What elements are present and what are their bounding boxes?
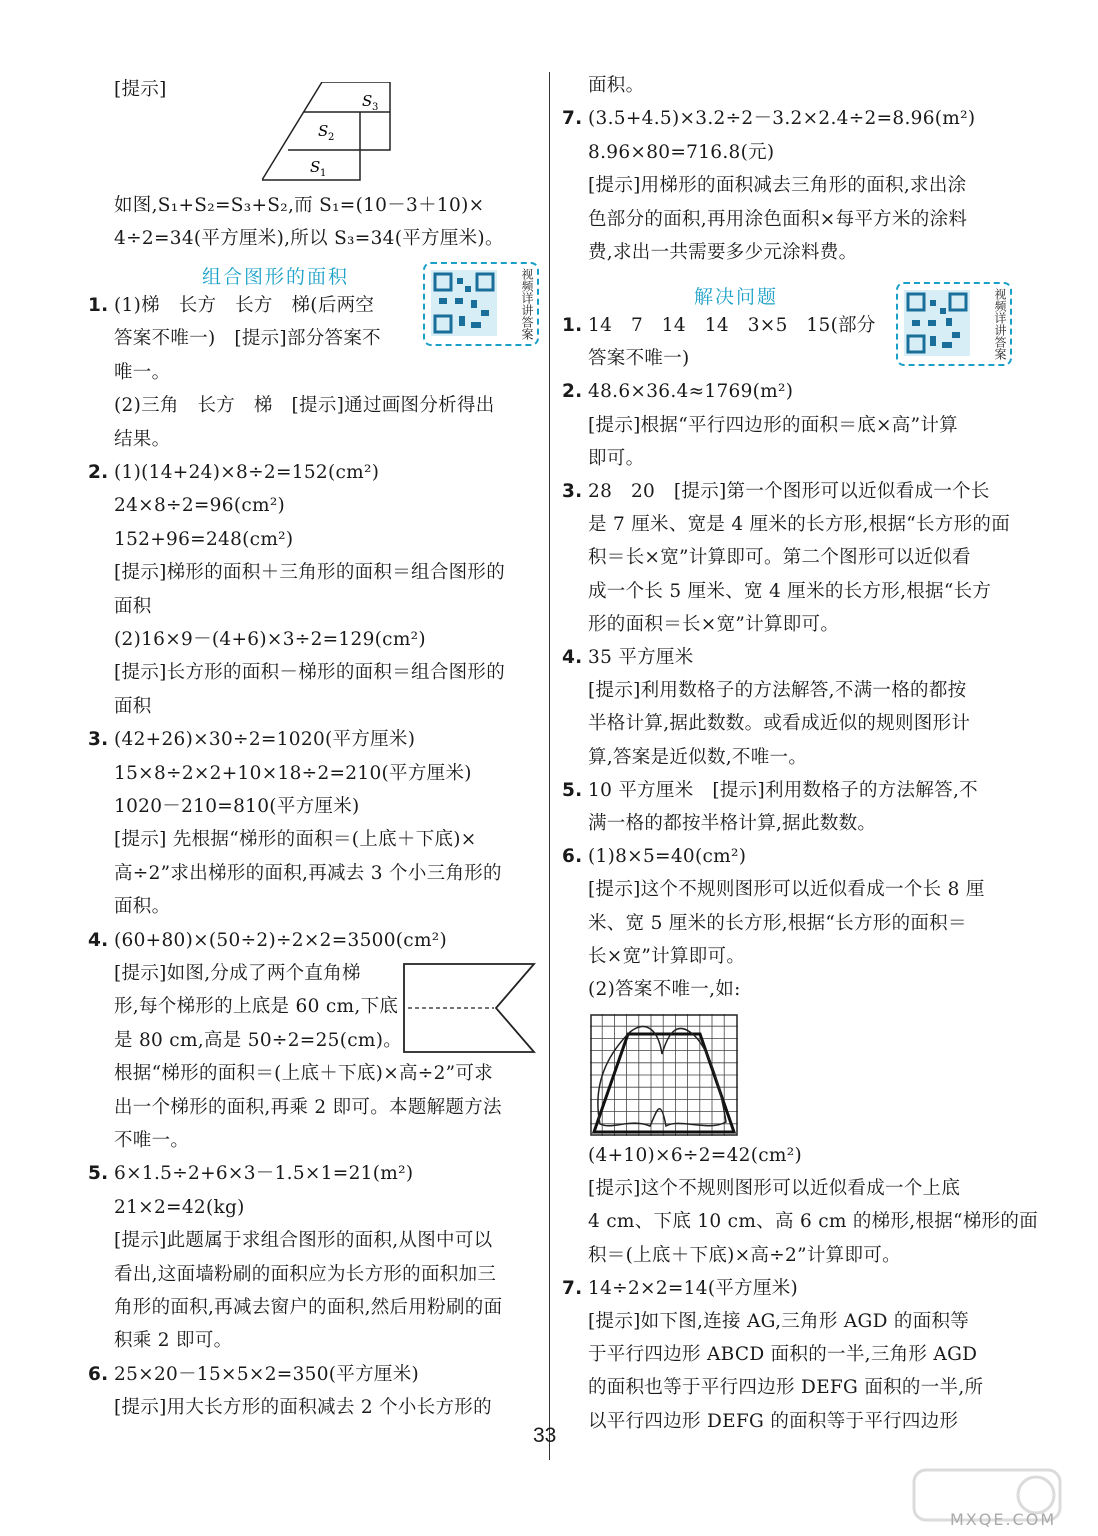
hint-label: [提示] [114, 79, 167, 100]
answer-line: 的面积也等于平行四边形 DEFG 面积的一半,所 [588, 1377, 984, 1399]
qr-code-icon [431, 270, 497, 336]
answer-line: 长×宽”计算即可。 [588, 945, 746, 967]
answer-line: (1)(14+24)×8÷2=152(cm²) [114, 462, 380, 483]
answer-line: 成一个长 5 厘米、宽 4 厘米的长方形,根据“长方 [588, 580, 992, 602]
answer-line: 面积 [114, 595, 152, 617]
answer-line: (1)梯 长方 长方 梯(后两空 [114, 295, 375, 316]
svg-text:1: 1 [320, 168, 327, 179]
answer-line: (60+80)×(50÷2)÷2×2=3500(cm²) [114, 929, 448, 951]
answer-line: 是 80 cm,高是 50÷2=25(cm)。 [114, 1029, 403, 1051]
answer-line: [提示]长方形的面积－梯形的面积＝组合图形的 [114, 662, 506, 684]
question-number: 6. [562, 846, 583, 868]
answer-line: 即可。 [588, 447, 645, 469]
answer-line: 14÷2×2=14(平方厘米) [588, 1277, 799, 1299]
answer-line: [提示]利用数格子的方法解答,不满一格的都按 [588, 680, 967, 702]
answer-line: [提示]用梯形的面积减去三角形的面积,求出涂 [588, 175, 967, 197]
svg-text:3: 3 [372, 102, 379, 113]
svg-text:2: 2 [328, 132, 335, 143]
answer-line: 角形的面积,再减去窗户的面积,然后用粉刷的面 [114, 1297, 503, 1318]
answer-line: 8.96×80=716.8(元) [588, 141, 775, 163]
answer-line: 以平行四边形 DEFG 的面积等于平行四边形 [588, 1410, 959, 1432]
video-qr-code[interactable] [896, 282, 1012, 366]
question-number: 2. [562, 381, 583, 403]
answer-line: [提示] 先根据“梯形的面积＝(上底＋下底)× [114, 829, 477, 851]
answer-line: 出一个梯形的面积,再乘 2 即可。本题解题方法 [114, 1096, 502, 1118]
answer-line: 积乘 2 即可。 [114, 1330, 233, 1352]
answer-line: (3.5+4.5)×3.2÷2－3.2×2.4÷2=8.96(m²) [588, 108, 976, 130]
question-number: 2. [88, 462, 109, 483]
question-number: 3. [562, 481, 583, 502]
trapezoid-figure [262, 82, 392, 182]
qr-label: 视频详讲答案 [993, 288, 1007, 360]
answer-line: 6×1.5÷2+6×3－1.5×1=21(m²) [114, 1163, 414, 1185]
answer-line: 不唯一。 [114, 1130, 190, 1151]
s3-label: S [362, 92, 373, 110]
answer-line: 满一格的都按半格计算,据此数数。 [588, 813, 877, 834]
answer-line: 答案不唯一) [588, 348, 690, 370]
answer-line: 14 7 14 14 3×5 15(部分 [588, 315, 876, 336]
answer-line: 高÷2”求出梯形的面积,再减去 3 个小三角形的 [114, 862, 502, 884]
question-number: 5. [88, 1163, 109, 1185]
s1-label: S [310, 158, 321, 176]
answer-line: 看出,这面墙粉刷的面积应为长方形的面积加三 [114, 1263, 497, 1285]
answer-line: 费,求出一共需要多少元涂料费。 [588, 242, 858, 263]
column-divider [549, 72, 550, 1460]
question-number: 6. [88, 1363, 109, 1385]
question-number: 7. [562, 108, 583, 130]
video-qr-code[interactable] [423, 262, 539, 346]
answer-line: [提示]这个不规则图形可以近似看成一个上底 [588, 1178, 961, 1200]
grid-figure [590, 1014, 738, 1136]
section-title: 解决问题 [694, 286, 779, 308]
question-number: 4. [562, 647, 583, 668]
answer-line: [提示]此题属于求组合图形的面积,从图中可以 [114, 1230, 493, 1252]
answer-line: [提示]这个不规则图形可以近似看成一个长 8 厘 [588, 879, 985, 901]
answer-line: 28 20 [提示]第一个图形可以近似看成一个长 [588, 481, 990, 502]
answer-line: 是 7 厘米、宽是 4 厘米的长方形,根据“长方形的面 [588, 514, 1011, 536]
answer-line: (2)16×9－(4+6)×3÷2=129(cm²) [114, 629, 426, 650]
answer-line: 色部分的面积,再用涂色面积×每平方米的涂料 [588, 208, 968, 230]
answer-line: 半格计算,据此数数。或看成近似的规则图形计 [588, 713, 971, 735]
question-number: 5. [562, 779, 583, 801]
answer-line: [提示]用大长方形的面积减去 2 个小长方形的 [114, 1397, 492, 1419]
answer-line: [提示]根据“平行四边形的面积＝底×高”计算 [588, 414, 958, 436]
question-number: 7. [562, 1277, 583, 1299]
answer-line: 48.6×36.4≈1769(m²) [588, 381, 794, 403]
answer-line: 35 平方厘米 [588, 647, 694, 668]
qr-code-icon [904, 290, 970, 356]
answer-line: 24×8÷2=96(cm²) [114, 495, 286, 517]
answer-line: 面积。 [588, 75, 645, 96]
qr-label: 视频详讲答案 [520, 268, 534, 340]
answer-line: (2)答案不唯一,如: [588, 979, 741, 1000]
question-number: 1. [88, 295, 109, 316]
answer-line: 10 平方厘米 [提示]利用数格子的方法解答,不 [588, 779, 978, 801]
flag-figure [402, 962, 538, 1056]
answer-line: 积＝(上底＋下底)×高÷2”计算即可。 [588, 1244, 901, 1266]
answer-line: 算,答案是近似数,不唯一。 [588, 746, 808, 768]
answer-line: (1)8×5=40(cm²) [588, 846, 747, 868]
answer-line: [提示]梯形的面积＋三角形的面积＝组合图形的 [114, 562, 506, 584]
answer-line: 形的面积＝长×宽”计算即可。 [588, 613, 840, 635]
answer-line: 15×8÷2×2+10×18÷2=210(平方厘米) [114, 762, 472, 784]
answer-line: 唯一。 [114, 361, 171, 383]
answer-line: 152+96=248(cm²) [114, 528, 294, 550]
section-title: 组合图形的面积 [202, 266, 350, 288]
answer-line: 面积。 [114, 896, 171, 918]
s2-label: S [318, 122, 329, 140]
answer-line: (4+10)×6÷2=42(cm²) [588, 1145, 802, 1166]
answer-line: 4 cm、下底 10 cm、高 6 cm 的梯形,根据“梯形的面 [588, 1211, 1039, 1233]
question-number: 3. [88, 729, 109, 751]
answer-line: 根据“梯形的面积＝(上底＋下底)×高÷2”可求 [114, 1063, 494, 1085]
answer-line: 积＝长×宽”计算即可。第二个图形可以近似看 [588, 547, 971, 569]
answer-line: 米、宽 5 厘米的长方形,根据“长方形的面积＝ [588, 912, 967, 934]
answer-line: 形,每个梯形的上底是 60 cm,下底 [114, 996, 399, 1018]
answer-line: (42+26)×30÷2=1020(平方厘米) [114, 729, 416, 751]
answer-line: 25×20－15×5×2=350(平方厘米) [114, 1363, 420, 1385]
page-number: 33 [533, 1424, 557, 1447]
answer-line: 结果。 [114, 428, 171, 450]
answer-line: 21×2=42(kg) [114, 1196, 245, 1218]
watermark-text: MXQE.COM [950, 1510, 1057, 1529]
area-note-line: 如图,S₁+S₂=S₃+S₂,而 S₁=(10－3＋10)× [114, 195, 485, 216]
answer-line: 答案不唯一) [提示]部分答案不 [114, 328, 381, 350]
area-note-line: 4÷2=34(平方厘米),所以 S₃=34(平方厘米)。 [114, 228, 504, 249]
answer-line: 于平行四边形 ABCD 面积的一半,三角形 AGD [588, 1344, 978, 1366]
question-number: 1. [562, 315, 583, 336]
answer-line: [提示]如图,分成了两个直角梯 [114, 963, 361, 984]
answer-line: (2)三角 长方 梯 [提示]通过画图分析得出 [114, 395, 495, 417]
question-number: 4. [88, 929, 109, 951]
answer-line: 面积 [114, 695, 152, 717]
answer-line: [提示]如下图,连接 AG,三角形 AGD 的面积等 [588, 1311, 970, 1332]
answer-line: 1020－210=810(平方厘米) [114, 796, 360, 817]
